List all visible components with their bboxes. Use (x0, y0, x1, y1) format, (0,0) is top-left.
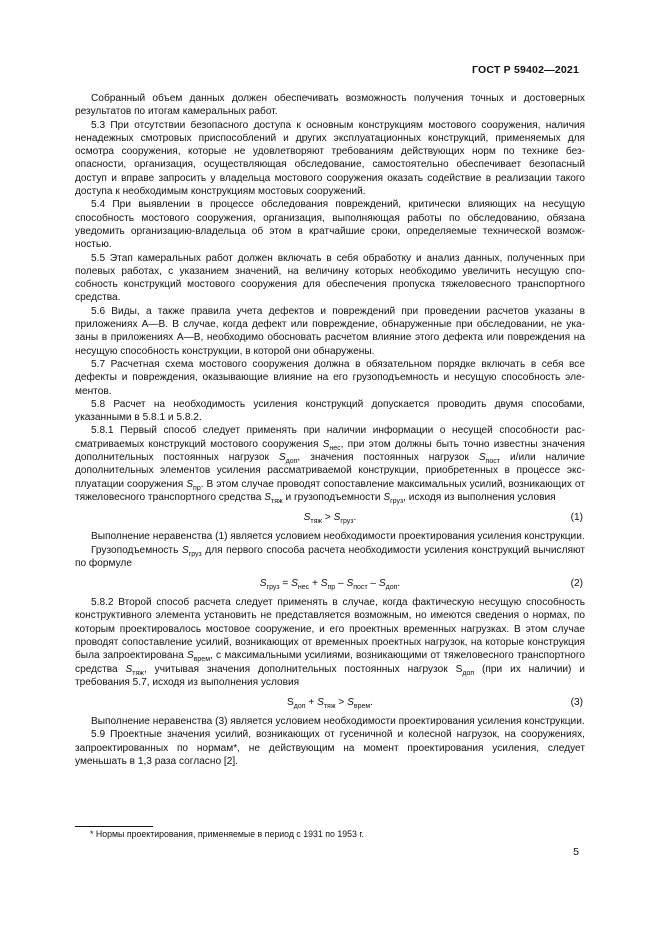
symbol-s: S (455, 663, 463, 675)
text-run: и грузоподъемности (285, 491, 381, 503)
symbol-s: S (347, 697, 354, 709)
paragraph-5-5: 5.5 Этап камеральных работ должен включать в себя обработку и анализ данных, полученных при полевых работах, с указанием значений, на величину которых необходимо увеличить несущую способность конструкций мостового сооружения для обеспечения пропуска тяжеловесного транспортного средства. (75, 252, 585, 304)
page-number: 5 (573, 846, 579, 858)
text-run: , исходя из выполнения условия (403, 491, 556, 503)
paragraph-5-9: 5.9 Проектные значения усилий, возникающих от гусеничной и колесной нагрузок, на сооружениях, запроектированных по нормам*, не действующим на момент проектирования усиления, следует уменьшать в 1,3 раза согласно [2]. (75, 729, 585, 768)
symbol-s: S (125, 663, 133, 675)
subscript: тяж (323, 703, 336, 711)
operator: > (335, 697, 348, 709)
footnote-separator (75, 826, 153, 827)
symbol-s: S (303, 512, 311, 524)
text-run: . В этом случае проводят сопоставление максимальных усилий, возникающих от тяжеловесного транспортного средства (75, 478, 585, 503)
subscript: груз (188, 550, 202, 558)
operator: > (322, 512, 334, 524)
formula-expression (304, 510, 357, 525)
paragraph-5-8: 5.8 Расчет на необходимость усиления конструкций допускается проводить двумя способами, указанными в 5.8.1 и 5.8.2. (75, 398, 585, 424)
subscript: груз (340, 518, 354, 526)
formula-number: (3) (570, 697, 583, 709)
operator: . (370, 697, 373, 709)
symbol-s: S (333, 512, 341, 524)
subscript: доп (285, 458, 298, 466)
subscript: нес (329, 444, 341, 452)
paragraph-load-capacity (75, 544, 585, 571)
text-run: Грузоподъемность (91, 544, 179, 556)
operator: + (309, 578, 321, 590)
subscript: врем (353, 703, 371, 711)
subscript: пр (193, 484, 201, 492)
text-run: 5.8.1 Первый способ следует применять при наличии информации о несущей способности рассматриваемых конструкций мостового сооружения (75, 425, 585, 450)
symbol-s: S (278, 452, 286, 464)
subscript: пост (485, 458, 500, 466)
paragraph-5-6: 5.6 Виды, а также правила учета дефектов и повреждений при проведении расчетов указаны в приложениях А—В. В случае, когда дефект или повреждение, обнаруженные при обследовании, не указаны в приложениях А—В, необходимо обосновать расчетом влияние этого дефекта или повреждения на несущую способность конструкции, в которой они обнаружены. (75, 305, 585, 357)
paragraph-5-8-2 (75, 596, 585, 689)
subscript: тяж (271, 497, 283, 505)
operator: – (367, 578, 379, 590)
formula-number: (2) (570, 578, 583, 590)
operator: = (279, 578, 292, 590)
subscript: груз (266, 584, 280, 592)
paragraph-5-4: 5.4 При выявлении в процессе обследования повреждений, критически влияющих на несущую способность мостового сооружения, организация, выполняющая работы по обследованию, обязана уведомить организацию-владельца об этом в кратчайшие сроки, определяемые технической возможностью. (75, 199, 585, 251)
symbol-s: S (291, 578, 298, 590)
paragraph-inequality-3: Выполнение неравенства (3) является условием необходимости проектирования усиления конструкции. (91, 716, 585, 728)
symbol-s: S (186, 478, 194, 490)
paragraph-inequality-1: Выполнение неравенства (1) является условием необходимости проектирования усиления конструкции. (91, 531, 585, 543)
symbol-s: S (383, 491, 391, 503)
subscript: доп (462, 669, 475, 677)
document-body (75, 92, 585, 768)
operator: . (397, 578, 401, 590)
text-run: , с максимальными усилиями, возникающими от тяжеловесного транспортного средства (75, 650, 585, 675)
subscript: нес (297, 584, 310, 592)
subscript: врем (193, 656, 211, 664)
formula-2 (75, 576, 585, 591)
paragraph-intro: Собранный объем данных должен обеспечивать возможность получения точных и достоверных результатов по итогам камеральных работ. (75, 93, 585, 118)
formula-3 (75, 695, 585, 710)
symbol-s: S (259, 578, 267, 590)
text-run: (при их наличии) и требования 5.7, исходя из выполнения условия (75, 663, 585, 688)
operator: . (353, 512, 357, 524)
text-run: , учитывая значения дополнительных постоянных нагрузок (143, 663, 448, 675)
text-run: , значения постоянных нагрузок (297, 452, 469, 464)
symbol-s: S (286, 697, 294, 709)
paragraph-5-7: 5.7 Расчетная схема мостового сооружения должна в обязательном порядке включать в себя все дефекты и повреждения, оказывающие влияние на его грузоподъемность и несущую способность элементов. (75, 358, 585, 397)
symbol-s: S (346, 578, 354, 590)
operator: + (305, 697, 318, 709)
text-run: , при этом должны быть точно известны значения дополнительных постоянных нагрузок (75, 438, 585, 464)
paragraph-5-3: 5.3 При отсутствии безопасного доступа к основным конструкциям мостового сооружения, наличия ненадежных смотровых приспособлений и других эксплуатационных конструкций, применяемых для осмотра сооружения, которые не удовлетворяют требованиям действующих норм по технике безопасности, организация, осуществляющая обследование, самостоятельно обеспечивает безопасный доступ и вправе запросить у владельца мостового сооружения оказать содействие в реализации такого доступа к необходимым конструкциям мостовых сооружений. (75, 119, 585, 198)
symbol-s: S (320, 578, 328, 590)
text-run: 5.8.2 Второй способ расчета следует применять в случае, когда фактическую несущую способность конструктивного элемента установить не представляется возможным, но имеются сведения о нормах, по которым проектировалось мостовое сооружение, и его проектных временных нагрузках. В этом случае проводят сопоставление усилий, возникающих от временных проектных нагрузок, на которые конструкция была запроектирована (75, 597, 585, 662)
symbol-s: S (181, 544, 189, 556)
subscript: груз (390, 497, 404, 505)
text-run: для первого способа расчета необходимости усиления конструкций вычисляют по формуле (75, 544, 585, 569)
symbol-s: S (322, 438, 330, 450)
subscript: пр (327, 584, 336, 592)
subscript: тяж (132, 669, 144, 677)
footnote: * Нормы проектирования, применяемые в период с 1931 по 1953 г. (90, 829, 364, 839)
subscript: пост (353, 584, 368, 592)
subscript: доп (385, 584, 398, 592)
symbol-s: S (378, 578, 386, 590)
paragraph-5-8-1 (75, 424, 585, 504)
formula-expression (260, 576, 400, 591)
symbol-s: S (478, 452, 486, 464)
operator: – (335, 578, 347, 590)
document-header: ГОСТ Р 59402—2021 (471, 64, 579, 76)
symbol-s: S (186, 650, 194, 662)
text-run: и/или наличие дополнительных элементов усиления рассматриваемой конструкции, приобретенных в процессе эксплуатации сооружения (75, 452, 585, 490)
symbol-s: S (317, 697, 324, 709)
subscript: тяж (310, 518, 323, 526)
subscript: доп (293, 703, 306, 711)
symbol-s: S (264, 491, 271, 503)
formula-expression (287, 695, 373, 710)
formula-1 (75, 510, 585, 525)
formula-number: (1) (570, 512, 583, 524)
